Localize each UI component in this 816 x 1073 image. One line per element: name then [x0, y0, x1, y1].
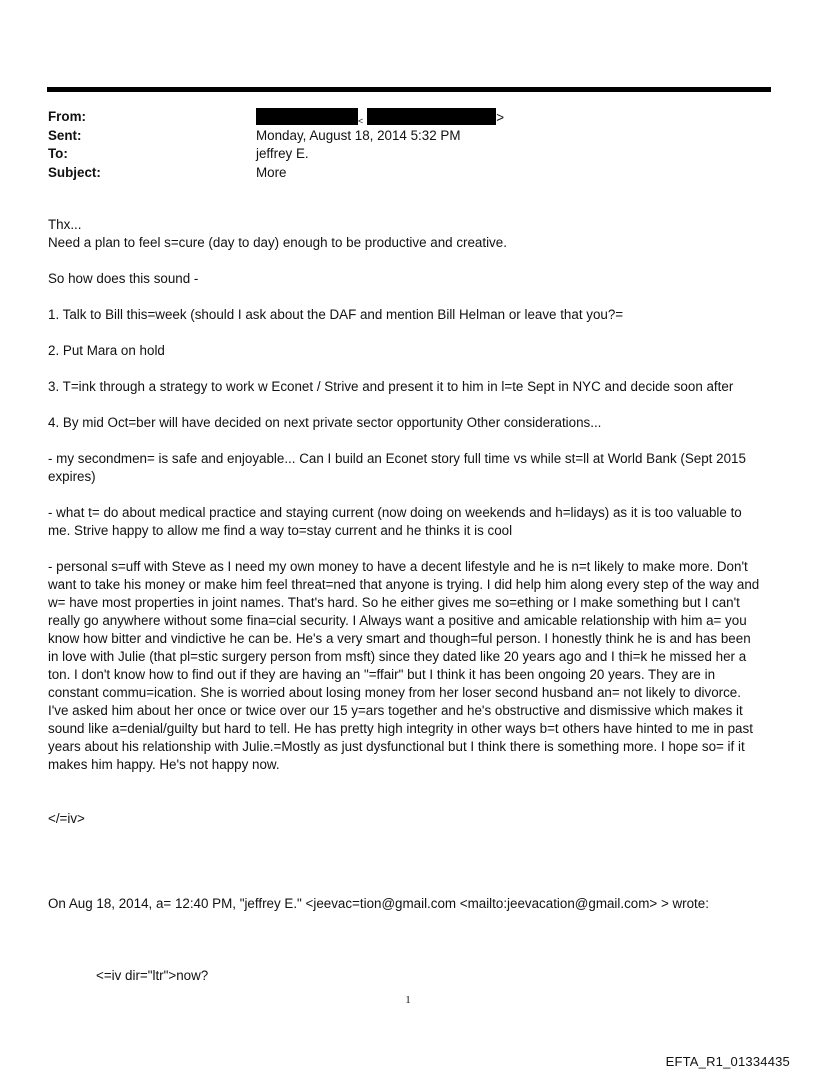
from-lt: < [358, 116, 364, 126]
redaction-box [256, 108, 358, 125]
sent-value: Monday, August 18, 2014 5:32 PM [256, 127, 461, 143]
subject-row [48, 164, 768, 183]
quoted-attribution: On Aug 18, 2014, a= 12:40 PM, "jeffrey E." <jeevac=tion@gmail.com <mailto:jeevacation@gmail.com> > wrote: [48, 896, 709, 911]
subject-value: More [256, 164, 287, 180]
from-gt: > [496, 110, 505, 125]
consideration-2: - what t= do about medical practice and staying current (now doing on weekends and h=lidays) as it is too valuable to me. Strive happy to allow me find a way to=stay current and he thinks it is cool [48, 505, 742, 538]
plan-item-2: 2. Put Mara on hold [48, 343, 165, 358]
subject-label: Subject: [48, 164, 101, 180]
to-row [48, 145, 768, 164]
from-label: From: [48, 109, 86, 124]
to-label: To: [48, 146, 68, 161]
document-id: EFTA_R1_01334435 [665, 1054, 790, 1069]
consideration-1: - my secondmen= is safe and enjoyable... Can I build an Econet story full time vs while st=ll at World Bank (Sept 2015 expires) [48, 451, 746, 484]
sent-label: Sent: [48, 127, 82, 143]
body-line: Thx... [48, 217, 82, 232]
plan-item-3: 3. T=ink through a strategy to work w Econet / Strive and present it to him in l=te Sept in NYC and decide soon after [48, 379, 734, 394]
email-header [48, 108, 768, 182]
sent-row [48, 127, 768, 146]
email-body [48, 216, 760, 828]
body-line: Need a plan to feel s=cure (day to day) enough to be productive and creative. [48, 235, 507, 250]
to-value: jeffrey E. [256, 146, 309, 161]
header-rule [47, 87, 771, 92]
from-row [48, 108, 768, 127]
plan-item-4: 4. By mid Oct=ber will have decided on next private sector opportunity Other considerations... [48, 415, 602, 430]
page-number: 1 [405, 994, 411, 1006]
consideration-3: - personal s=uff with Steve as I need my own money to have a decent lifestyle and he is n=t likely to make more. Don't want to take his money or make him feel threat=ned that anyone is trying. I did help him along every step of the way and w= have most properties in joint names. That's hard. So he either gives me so=ething or I make something but I can't really go anywhere without some fina=cial security. I Always want a positive and amicable relationship with him a= you know how bitter and vindictive he can be. He's a very smart and though=ful person. I honestly think he is and has been in love with Julie (that pl=stic surgery person from msft) since they dated like 20 years ago and I thi=k he missed her a ton. I don't know how to find out if they are having an "=ffair" but I think it has been ongoing 20 years. They are in constant commu=ication. She is worried about losing money from her loser second husband an= not likely to divorce. I've asked him about her once or twice over our 15 y=ars together and he's obstructive and dismissive which makes it sound like a=denial/guilty but hard to tell. He has pretty high integrity in other ways b=t others have hinted to me in past years about his relationship with Julie.=Mostly as just dysfunctional but I think there is something more. I hope so= if it makes him happy. He's not happy now. [48, 559, 760, 772]
plan-item-1: 1. Talk to Bill this=week (should I ask about the DAF and mention Bill Helman or leave that you?= [48, 307, 624, 322]
closing-tag: </=iv> [48, 811, 85, 826]
nested-quoted-text: <=iv dir="ltr">now? [96, 968, 209, 983]
body-line: So how does this sound - [48, 271, 199, 286]
redaction-box [367, 108, 496, 125]
